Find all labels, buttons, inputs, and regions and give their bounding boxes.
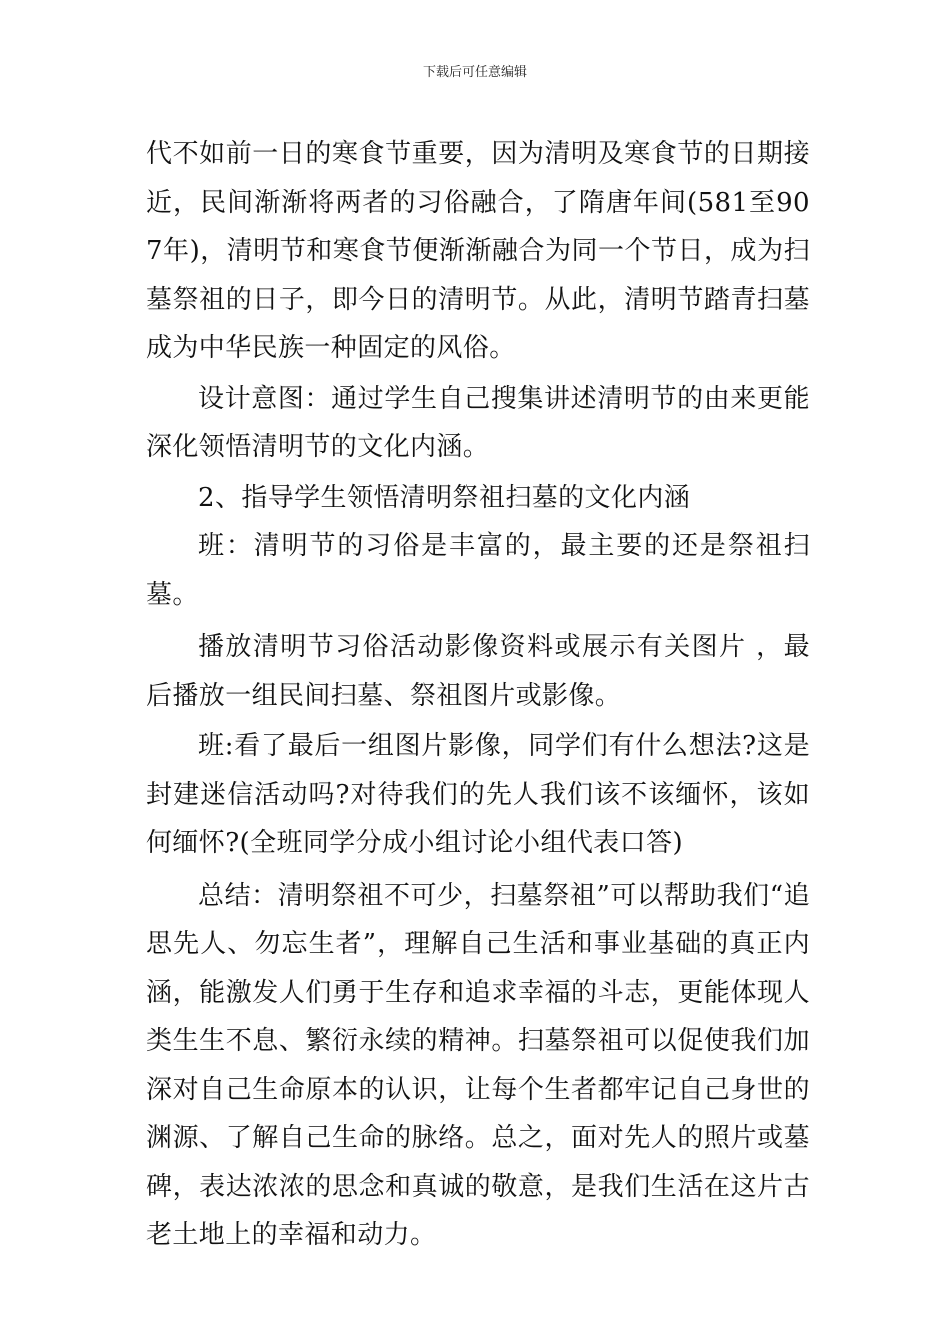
paragraph-class-custom: 班：清明节的习俗是丰富的，最主要的还是祭祖扫墓。	[146, 531, 810, 610]
page-header-note: 下载后可任意编辑	[422, 65, 527, 80]
paragraph-section-heading: 2、指导学生领悟清明祭祖扫墓的文化内涵	[198, 482, 691, 513]
paragraph-summary: 总结：清明祭祖不可少，扫墓祭祖”可以帮助我们“追思先人、勿忘生者”，理解自己生活和事业基础的真正内涵，能激发人们勇于生存和追求幸福的斗志，更能体现人类生生不息、繁衍永续的精神。扫墓祭祖可以促使我们加深对自己生命原本的认识，让每个生者都牢记自己身世的渊源、了解自己生命的脉络。总之，面对先人的照片或墓碑，表达浓浓的思念和真诚的敬意，是我们生活在这片古老土地上的幸福和动力。	[146, 880, 810, 1250]
paragraph-design-intent: 设计意图：通过学生自己搜集讲述清明节的由来更能深化领悟清明节的文化内涵。	[146, 383, 810, 462]
document-body	[146, 130, 810, 1260]
paragraph-festival-history: 代不如前一日的寒食节重要，因为清明及寒食节的日期接近，民间渐渐将两者的习俗融合，了隋唐年间(581至907年)，清明节和寒食节便渐渐融合为同一个节日，成为扫墓祭祖的日子，即今日的清明节。从此，清明节踏青扫墓成为中华民族一种固定的风俗。	[146, 139, 810, 363]
paragraph-play-media: 播放清明节习俗活动影像资料或展示有关图片 ，最后播放一组民间扫墓、祭祖图片或影像。	[146, 632, 810, 711]
paragraph-class-discussion: 班:看了最后一组图片影像，同学们有什么想法?这是封建迷信活动吗?对待我们的先人我们该不该缅怀，该如何缅怀?(全班同学分成小组讨论小组代表口答)	[146, 731, 810, 858]
